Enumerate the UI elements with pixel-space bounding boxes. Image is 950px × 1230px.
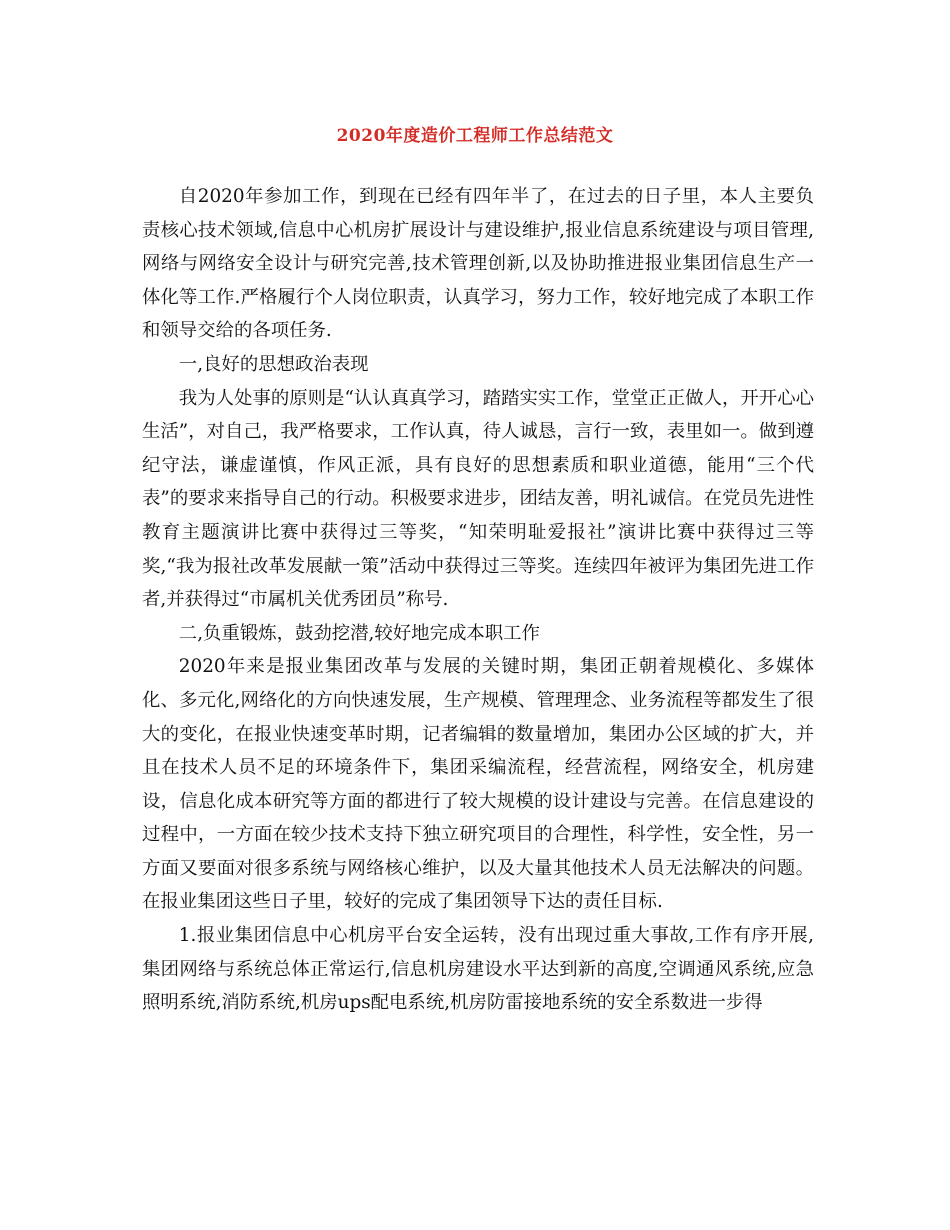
section-heading-2: 二,负重锻炼，鼓劲挖潜,较好地完成本职工作 [178,622,540,644]
document-title: 2020年度造价工程师工作总结范文 [336,126,614,146]
paragraph-section-2: 2020年来是报业集团改革与发展的关键时期，集团正朝着规模化、多媒体化、多元化,网络化的方向快速发展，生产规模、管理理念、业务流程等都发生了很大的变化，在报业快速变革时期，记者编辑的数量增加，集团办公区域的扩大，并且在技术人员不足的环境条件下，集团采编流程，经营流程，网络安全，机房建设，信息化成本研究等方面的都进行了较大规模的设计建设与完善。在信息建设的过程中，一方面在较少技术支持下独立研究项目的合理性，科学性，安全性，另一方面又要面对很多系统与网络核心维护，以及大量其他技术人员无法解决的问题。在报业集团这些日子里，较好的完成了集团领导下达的责任目标. [142,656,814,913]
paragraph-section-1: 我为人处事的原则是“认认真真学习，踏踏实实工作，堂堂正正做人，开开心心生活”，对自己，我严格要求，工作认真，待人诚恳，言行一致，表里如一。做到遵纪守法，谦虚谨慎，作风正派，具有良好的思想素质和职业道德，能用“三个代表”的要求来指导自己的行动。积极要求进步，团结友善，明礼诚信。在党员先进性教育主题演讲比赛中获得过三等奖，“知荣明耻爱报社”演讲比赛中获得过三等奖,“我为报社改革发展献一策”活动中获得过三等奖。连续四年被评为集团先进工作者,并获得过“市属机关优秀团员”称号. [142,387,814,611]
paragraph-item-1: 1.报业集团信息中心机房平台安全运转，没有出现过重大事故,工作有序开展,集团网络与系统总体正常运行,信息机房建设水平达到新的高度,空调通风系统,应急照明系统,消防系统,机房ups配电系统,机房防雷接地系统的安全系数进一步得 [142,925,814,1014]
document-body [142,180,814,1020]
paragraph-intro: 自2020年参加工作，到现在已经有四年半了，在过去的日子里，本人主要负责核心技术领域,信息中心机房扩展设计与建设维护,报业信息系统建设与项目管理,网络与网络安全设计与研究完善,技术管理创新,以及协助推进报业集团信息生产一体化等工作.严格履行个人岗位职责，认真学习，努力工作，较好地完成了本职工作和领导交给的各项任务. [142,186,814,342]
section-heading-1: 一,良好的思想政治表现 [178,353,369,375]
